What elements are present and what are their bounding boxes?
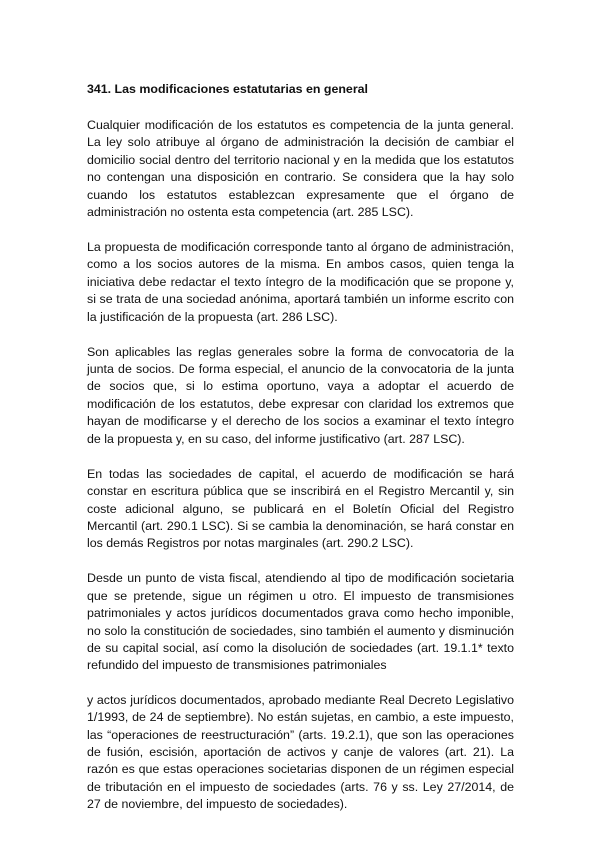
paragraph-5: Desde un punto de vista fiscal, atendiendo al tipo de modificación societaria que se pretende, sigue un régimen u otro. El impuesto de transmisiones patrimoniales y actos jurídicos documentados grava como hecho imponible, no solo la constitución de sociedades, sino también el aumento y disminución de su capital social, así como la disolución de sociedades (art. 19.1.1* texto refundido del impuesto de transmisiones patrimoniales (87, 571, 514, 673)
paragraph-2: La propuesta de modificación corresponde tanto al órgano de administración, como a los socios autores de la misma. En ambos casos, quien tenga la iniciativa debe redactar el texto íntegro de la modificación que se propone y, si se trata de una sociedad anónima, aportará también un informe escrito con la justificación de la propuesta (art. 286 LSC). (87, 240, 514, 324)
document-page (87, 81, 514, 831)
section-heading: 341. Las modificaciones estatutarias en general (87, 82, 368, 96)
paragraph-3: Son aplicables las reglas generales sobre la forma de convocatoria de la junta de socios. De forma especial, el anuncio de la convocatoria de la junta de socios que, si lo estima oportuno, vaya a adoptar el acuerdo de modificación de los estatutos, debe expresar con claridad los extremos que hayan de modificarse y el derecho de los socios a examinar el texto íntegro de la propuesta y, en su caso, del informe justificativo (art. 287 LSC). (87, 344, 514, 446)
paragraph-6: y actos jurídicos documentados, aprobado mediante Real Decreto Legislativo 1/1993, de 24 de septiembre). No están sujetas, en cambio, a este impuesto, las “operaciones de reestructuración” (arts. 19.2.1), que son las operaciones de fusión, escisión, aportación de activos y canje de valores (art. 21). La razón es que estas operaciones societarias disponen de un régimen especial de tributación en el impuesto de sociedades (arts. 76 y ss. Ley 27/2014, de 27 de noviembre, del impuesto de sociedades). (87, 692, 514, 812)
paragraph-1: Cualquier modificación de los estatutos es competencia de la junta general. La ley solo atribuye al órgano de administración la decisión de cambiar el domicilio social dentro del territorio nacional y en la medida que los estatutos no contengan una disposición en contrario. Se considera que la hay solo cuando los estatutos establezcan expresamente que el órgano de administración no ostenta esta competencia (art. 285 LSC). (87, 118, 514, 220)
paragraph-4: En todas las sociedades de capital, el acuerdo de modificación se hará constar en escritura pública que se inscribirá en el Registro Mercantil y, sin coste adicional alguno, se publicará en el Boletín Oficial del Registro Mercantil (art. 290.1 LSC). Si se cambia la denominación, se hará constar en los demás Registros por notas marginales (art. 290.2 LSC). (87, 466, 514, 551)
